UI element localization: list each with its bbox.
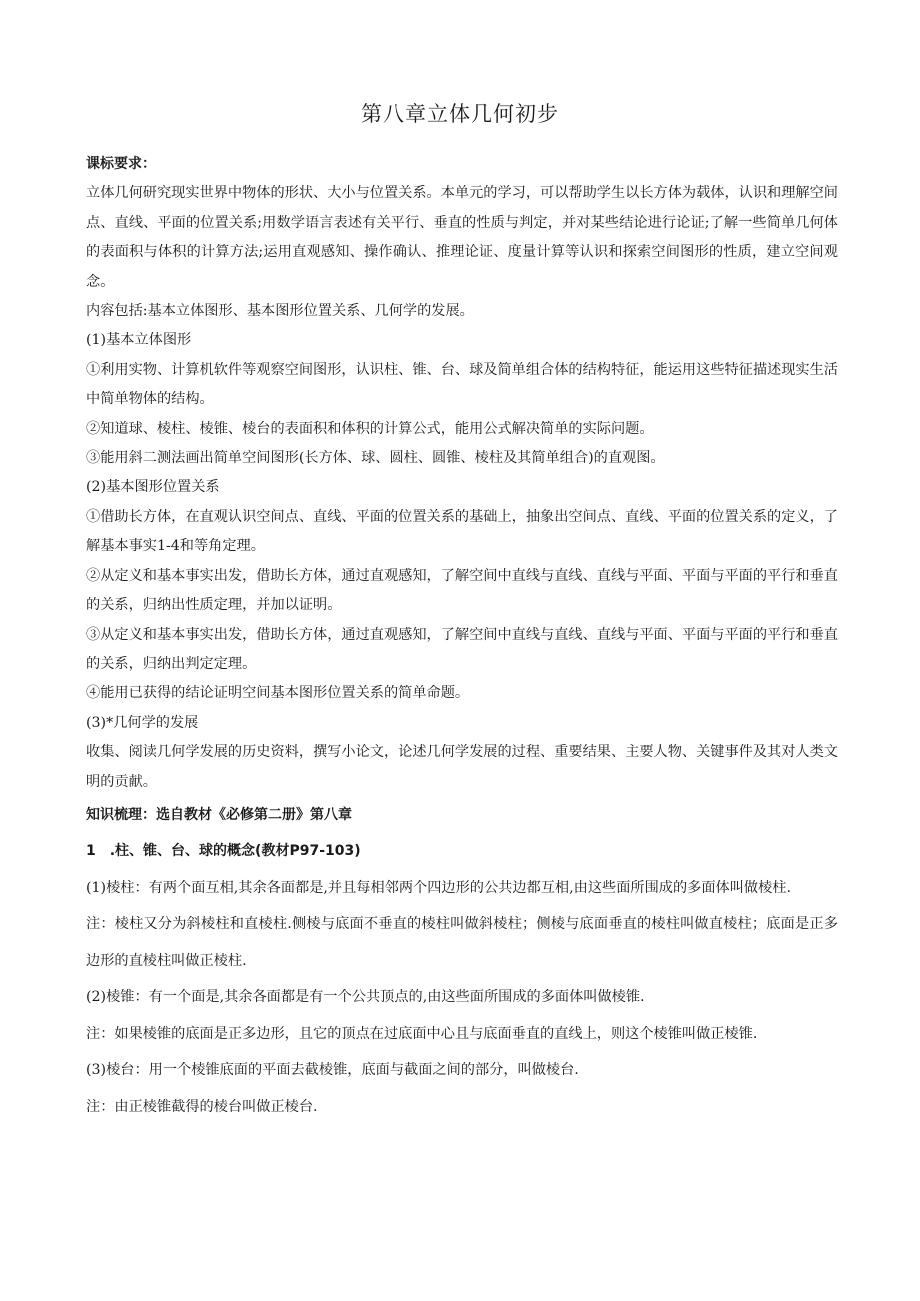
intro-paragraph: 立体几何研究现实世界中物体的形状、大小与位置关系。本单元的学习，可以帮助学生以长方体为载体，认识和理解空间点、直线、平面的位置关系;用数学语言表述有关平行、垂直的性质与判定，并对某些结论进行论证;了解一些简单几何体的表面积与体积的计算方法;运用直观感知、操作确认、推理论证、度量计算等认识和探索空间图形的性质，建立空间观念。 [86,185,838,290]
page-title: 第八章立体几何初步 [361,102,559,126]
section1-paragraph: 注：棱柱又分为斜棱柱和直棱柱.侧棱与底面不垂直的棱柱叫做斜棱柱；侧棱与底面垂直的棱柱叫做直棱柱；底面是正多边形的直棱柱叫做正棱柱. [86,916,838,969]
part3-paragraph: 收集、阅读几何学发展的历史资料，撰写小论文，论述几何学发展的过程、重要结果、主要人物、关键事件及其对人类文明的贡献。 [86,744,838,790]
contents-line: 内容包括:基本立体图形、基本图形位置关系、几何学的发展。 [86,303,474,320]
section1-paragraph: 注：如果棱锥的底面是正多边形，且它的顶点在过底面中心且与底面垂直的直线上，则这个棱锥叫做正棱锥. [86,1025,758,1042]
part1-item: ③能用斜二测法画出简单空间图形(长方体、球、圆柱、圆锥、棱柱及其简单组合)的直观图。 [86,450,665,467]
section1-paragraph: (1)棱柱：有两个面互相,其余各面都是,并且每相邻两个四边形的公共边都互相,由这些面所围成的多面体叫做棱柱. [86,879,791,896]
part2-item: ③从定义和基本事实出发，借助长方体，通过直观感知，了解空间中直线与直线、直线与平面、平面与平面的平行和垂直的关系，归纳出判定定理。 [86,626,838,672]
part1-item: ②知道球、棱柱、棱锥、棱台的表面积和体积的计算公式，能用公式解决简单的实际问题。 [86,420,654,437]
part3-heading: (3)*几何学的发展 [86,714,199,731]
part2-heading: (2)基本图形位置关系 [86,479,220,496]
part1-item: ①利用实物、计算机软件等观察空间图形，认识柱、锥、台、球及简单组合体的结构特征，能运用这些特征描述现实生活中简单物体的结构。 [86,361,838,408]
section1-paragraph: (2)棱锥：有一个面是,其余各面都是有一个公共顶点的,由这些面所围成的多面体叫做棱锥. [86,989,645,1006]
standards-heading: 课标要求： [86,156,156,172]
knowledge-heading: 知识梳理：选自教材《必修第二册》第八章 [86,806,352,823]
knowledge-section [86,797,838,1126]
part1-heading: (1)基本立体图形 [86,332,192,349]
document-body [86,150,838,1125]
section1-paragraph: (3)棱台：用一个棱锥底面的平面去截棱锥，底面与截面之间的部分，叫做棱台. [86,1062,579,1079]
part2-item: ①借助长方体，在直观认识空间点、直线、平面的位置关系的基础上，抽象出空间点、直线、平面的位置关系的定义，了解基本事实1-4和等角定理。 [86,508,838,555]
part2-item: ②从定义和基本事实出发，借助长方体，通过直观感知，了解空间中直线与直线、直线与平面、平面与平面的平行和垂直的关系，归纳出性质定理，并加以证明。 [86,567,838,614]
section1-paragraph: 注：由正棱锥截得的棱台叫做正棱台. [86,1098,318,1115]
part2-item: ④能用已获得的结论证明空间基本图形位置关系的简单命题。 [86,685,470,702]
section1-heading: 1 .柱、锥、台、球的概念(教材P97-103) [86,843,361,860]
